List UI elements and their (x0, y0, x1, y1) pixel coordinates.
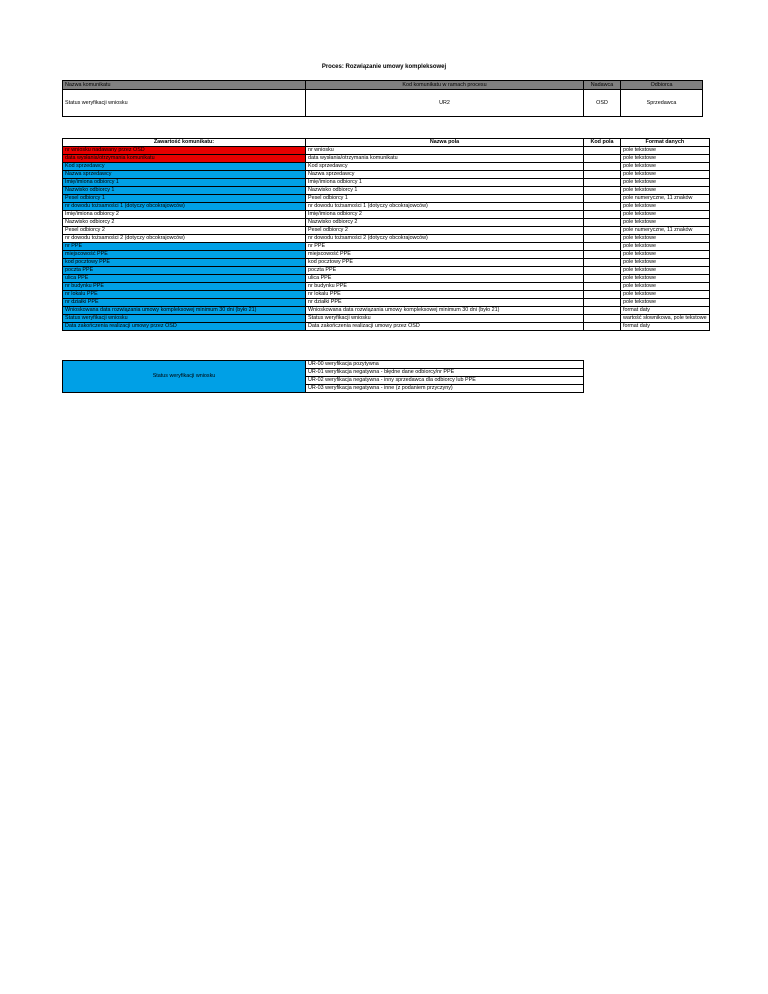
table-row (63, 155, 710, 163)
field-code (584, 211, 621, 219)
field-name: nr dowodu tożsamości 1 (dotyczy obcokrajowców) (306, 203, 584, 211)
field-code (584, 203, 621, 211)
field-content: Imię/imiona odbiorcy 2 (63, 211, 306, 219)
table-row (63, 227, 710, 235)
field-code (584, 171, 621, 179)
field-format: pole tekstowe (621, 267, 710, 275)
field-name: nr wniosku (306, 147, 584, 155)
field-format: pole tekstowe (621, 235, 710, 243)
field-format: pole tekstowe (621, 187, 710, 195)
page-title: Proces: Rozwiązanie umowy kompleksowej (321, 64, 447, 70)
field-format: pole tekstowe (621, 211, 710, 219)
status-value: UR-00 weryfikacja pozytywna (306, 361, 584, 369)
header-content: Zawartość komunikatu: (63, 139, 306, 147)
field-code (584, 227, 621, 235)
field-content: Wnioskowana data rozwiązania umowy kompleksowej minimum 30 dni (było 21) (63, 307, 306, 315)
field-code (584, 147, 621, 155)
field-code (584, 163, 621, 171)
field-code (584, 195, 621, 203)
field-code (584, 251, 621, 259)
field-name: Pesel odbiorcy 2 (306, 227, 584, 235)
field-name: nr budynku PPE (306, 283, 584, 291)
field-content: Data zakończenia realizacji umowy przez OSD (63, 323, 306, 331)
field-format: pole tekstowe (621, 155, 710, 163)
table-row (63, 251, 710, 259)
field-name: nr dowodu tożsamości 2 (dotyczy obcokrajowców) (306, 235, 584, 243)
header-recipient: Odbiorca (621, 81, 703, 90)
field-format: pole tekstowe (621, 179, 710, 187)
field-code (584, 323, 621, 331)
field-code (584, 179, 621, 187)
field-format: pole tekstowe (621, 259, 710, 267)
field-name: ulica PPE (306, 275, 584, 283)
field-format: pole tekstowe (621, 251, 710, 259)
table-row (63, 195, 710, 203)
message-name: Status weryfikacji wniosku (63, 90, 306, 117)
field-name: Pesel odbiorcy 1 (306, 195, 584, 203)
table-row (63, 171, 710, 179)
header-message-name: Nazwa komunikatu (63, 81, 306, 90)
header-message-code: Kod komunikatu w ramach procesu (306, 81, 584, 90)
status-label: Status weryfikacji wniosku (63, 361, 306, 393)
message-header-table (62, 80, 703, 117)
field-format: pole tekstowe (621, 275, 710, 283)
field-content: nr działki PPE (63, 299, 306, 307)
field-content: Nazwisko odbiorcy 2 (63, 219, 306, 227)
table-row (63, 147, 710, 155)
field-format: pole tekstowe (621, 163, 710, 171)
field-name: Nazwisko odbiorcy 1 (306, 187, 584, 195)
table-row (63, 307, 710, 315)
table-row (63, 283, 710, 291)
status-value: UR-01 weryfikacja negatywna - błędne dane odbiorcy/nr PPE (306, 369, 584, 377)
field-code (584, 235, 621, 243)
header-field-code: Kod pola (584, 139, 621, 147)
field-content: Kod sprzedawcy (63, 163, 306, 171)
field-name: Nazwisko odbiorcy 2 (306, 219, 584, 227)
field-content: kod pocztowy PPE (63, 259, 306, 267)
field-code (584, 283, 621, 291)
field-format: pole tekstowe (621, 219, 710, 227)
table-row (63, 259, 710, 267)
field-name: Nazwa sprzedawcy (306, 171, 584, 179)
field-format: pole tekstowe (621, 171, 710, 179)
field-format: pole tekstowe (621, 291, 710, 299)
field-format: pole tekstowe (621, 283, 710, 291)
table-row (63, 179, 710, 187)
field-format: format daty (621, 307, 710, 315)
table-row (63, 243, 710, 251)
field-content: Nazwisko odbiorcy 1 (63, 187, 306, 195)
field-content: Nazwa sprzedawcy (63, 171, 306, 179)
field-code (584, 299, 621, 307)
table-row (63, 219, 710, 227)
field-name: nr działki PPE (306, 299, 584, 307)
field-name: Kod sprzedawcy (306, 163, 584, 171)
status-value: UR-02 weryfikacja negatywna - inny sprzedawca dla odbiorcy lub PPE (306, 377, 584, 385)
field-name: poczta PPE (306, 267, 584, 275)
table-row (63, 291, 710, 299)
field-name: Data zakończenia realizacji umowy przez OSD (306, 323, 584, 331)
field-content: Pesel odbiorcy 1 (63, 195, 306, 203)
table-row (63, 203, 710, 211)
field-content: Imię/imiona odbiorcy 1 (63, 179, 306, 187)
field-name: nr PPE (306, 243, 584, 251)
field-format: pole numeryczne, 11 znaków (621, 227, 710, 235)
field-format: pole tekstowe (621, 203, 710, 211)
status-value: UR-03 weryfikacja negatywna - inne (z podaniem przyczyny) (306, 385, 584, 393)
field-content: data wysłania/otrzymania komunikatu (63, 155, 306, 163)
table-row (63, 275, 710, 283)
table-row (63, 267, 710, 275)
sender: OSD (584, 90, 621, 117)
field-content: Status weryfikacji wniosku (63, 315, 306, 323)
field-content: nr dowodu tożsamości 1 (dotyczy obcokrajowców) (63, 203, 306, 211)
header-data-format: Format danych (621, 139, 710, 147)
fields-table (62, 138, 710, 331)
header-sender: Nadawca (584, 81, 621, 90)
field-code (584, 275, 621, 283)
field-content: nr PPE (63, 243, 306, 251)
field-format: pole tekstowe (621, 243, 710, 251)
header-field-name: Nazwa pola (306, 139, 584, 147)
field-code (584, 187, 621, 195)
status-table (62, 360, 584, 393)
field-code (584, 267, 621, 275)
field-format: pole tekstowe (621, 299, 710, 307)
field-code (584, 155, 621, 163)
field-name: data wysłania/otrzymania komunikatu (306, 155, 584, 163)
table-row (63, 235, 710, 243)
table-row (63, 211, 710, 219)
field-code (584, 259, 621, 267)
message-code: UR2 (306, 90, 584, 117)
table-row (63, 187, 710, 195)
field-format: format daty (621, 323, 710, 331)
field-name: Imię/imiona odbiorcy 1 (306, 179, 584, 187)
field-format: pole tekstowe (621, 147, 710, 155)
field-code (584, 315, 621, 323)
field-code (584, 307, 621, 315)
table-row (63, 323, 710, 331)
field-content: nr lokalu PPE (63, 291, 306, 299)
field-code (584, 243, 621, 251)
table-row (63, 163, 710, 171)
field-code (584, 219, 621, 227)
field-content: Pesel odbiorcy 2 (63, 227, 306, 235)
field-content: poczta PPE (63, 267, 306, 275)
field-name: Status weryfikacji wniosku (306, 315, 584, 323)
field-content: nr wniosku nadawany przez OSD (63, 147, 306, 155)
field-format: wartość słownikowa, pole tekstowe (621, 315, 710, 323)
table-row (63, 315, 710, 323)
field-content: ulica PPE (63, 275, 306, 283)
field-name: nr lokalu PPE (306, 291, 584, 299)
field-code (584, 291, 621, 299)
field-content: miejscowość PPE (63, 251, 306, 259)
field-content: nr budynku PPE (63, 283, 306, 291)
field-name: Imię/imiona odbiorcy 2 (306, 211, 584, 219)
field-name: kod pocztowy PPE (306, 259, 584, 267)
field-format: pole numeryczne, 11 znaków (621, 195, 710, 203)
field-name: Wnioskowana data rozwiązania umowy kompleksowej minimum 30 dni (było 21) (306, 307, 584, 315)
recipient: Sprzedawca (621, 90, 703, 117)
field-content: nr dowodu tożsamości 2 (dotyczy obcokrajowców) (63, 235, 306, 243)
table-row (63, 299, 710, 307)
field-name: miejscowość PPE (306, 251, 584, 259)
